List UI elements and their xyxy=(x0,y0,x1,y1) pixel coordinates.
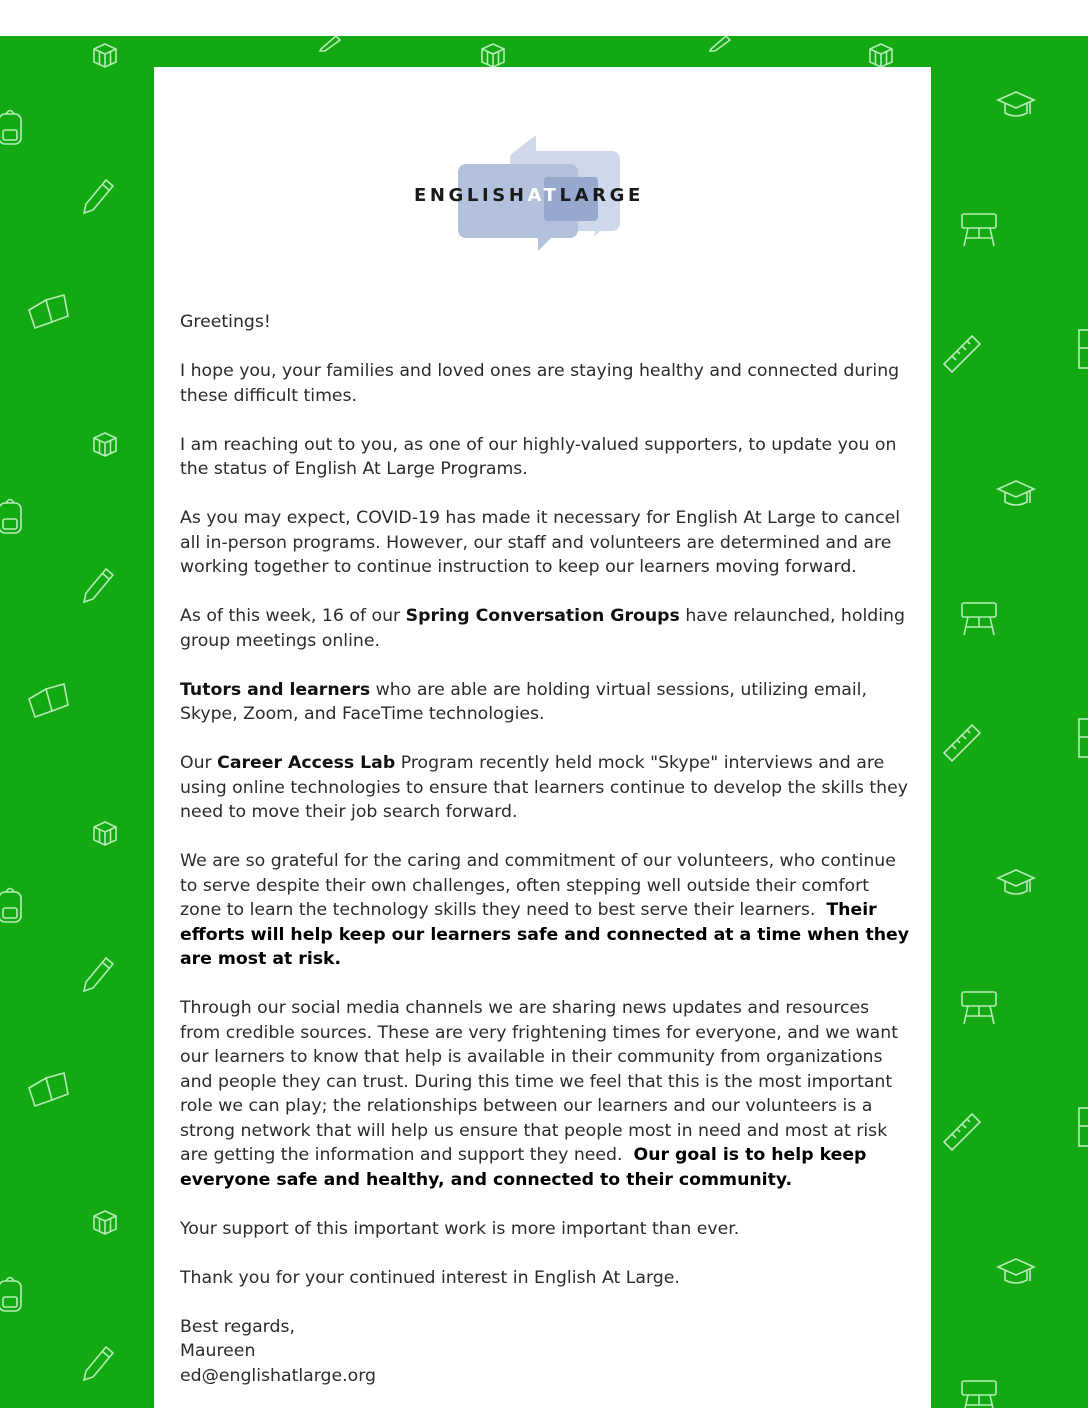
ruler-icon xyxy=(940,1110,984,1154)
paragraph: I hope you, your families and loved ones are staying healthy and connected during these difficult times. xyxy=(180,361,900,406)
paragraph-text: We are so grateful for the caring and commitment of our volunteers, who continue to serve despite their own challenges, often stepping well outside their comfort zone to learn the technology skills they need to best serve their learners. xyxy=(180,851,902,920)
easel-icon xyxy=(958,208,1000,250)
paragraph-text: Through our social media channels we are sharing news updates and resources from credible sources. These are very frightening times for everyone, and we want our learners to know that help is available in their community from organizations and people they can trust. During this time we feel that this is the most important role we can play; the relationships between our learners and our volunteers is a strong network that will help us ensure that people most in need and most at risk are getting the information and support they need. xyxy=(180,998,904,1165)
letter-body xyxy=(180,310,910,1388)
pencil-icon xyxy=(80,174,118,216)
cube-icon xyxy=(90,40,120,70)
paragraph-text: Our xyxy=(180,753,218,773)
book-icon xyxy=(26,1070,70,1108)
logo-part-english: ENGLISH xyxy=(414,185,528,206)
ruler-icon xyxy=(940,721,984,765)
paragraph-text: have relaunched, holding group meetings online. xyxy=(180,606,905,651)
door-icon xyxy=(1076,328,1088,372)
graduation-cap-icon xyxy=(996,477,1036,511)
letter-card xyxy=(154,67,931,1408)
emphasis-statement: Their efforts will help keep our learners safe and connected at a time when they are most at risk. xyxy=(180,900,910,969)
emphasis-statement: Our goal is to help keep everyone safe and healthy, and connected to their community. xyxy=(180,1145,867,1190)
cube-icon xyxy=(90,429,120,459)
logo-part-large: LARGE xyxy=(559,185,644,206)
career-access-lab-bold: Career Access Lab xyxy=(217,753,396,773)
pencil-icon xyxy=(80,952,118,994)
cube-icon xyxy=(866,40,896,70)
paragraph: Your support of this important work is more important than ever. xyxy=(180,1218,740,1239)
backpack-icon xyxy=(0,1273,26,1315)
door-icon xyxy=(1076,1106,1088,1150)
easel-icon xyxy=(958,597,1000,639)
english-at-large-logo xyxy=(384,115,704,285)
backpack-icon xyxy=(0,884,26,926)
logo-part-at: AT xyxy=(527,185,560,206)
signature-email[interactable]: ed@englishatlarge.org xyxy=(180,1365,376,1386)
closing: Best regards, xyxy=(180,1316,295,1337)
signature-name: Maureen xyxy=(180,1341,256,1361)
greeting: Greetings! xyxy=(180,312,271,332)
cube-icon xyxy=(90,818,120,848)
paragraph: I am reaching out to you, as one of our highly-valued supporters, to update you on the status of English At Large Programs. xyxy=(180,434,897,479)
paragraph: As you may expect, COVID-19 has made it necessary for English At Large to cancel all in-person programs. However, our staff and volunteers are determined and are working together to continue instruction to keep our learners moving forward. xyxy=(180,508,901,577)
paragraph xyxy=(180,996,910,1192)
book-icon xyxy=(26,681,70,719)
paragraph: Thank you for your continued interest in English At Large. xyxy=(180,1267,680,1288)
paragraph xyxy=(180,604,910,653)
tutors-and-learners-bold: Tutors and learners xyxy=(180,679,371,700)
paragraph xyxy=(180,849,910,972)
backpack-icon xyxy=(0,106,26,148)
door-icon xyxy=(1076,717,1088,761)
pencil-icon xyxy=(318,36,344,52)
spring-conversation-groups-bold: Spring Conversation Groups xyxy=(405,606,680,626)
paragraph xyxy=(180,751,910,825)
graduation-cap-icon xyxy=(996,1255,1036,1289)
graduation-cap-icon xyxy=(996,866,1036,900)
pencil-icon xyxy=(708,36,734,52)
cube-icon xyxy=(90,1207,120,1237)
paragraph-text: Program recently held mock "Skype" interviews and are using online technologies to ensure that learners continue to develop the skills they need to move their job search forward. xyxy=(180,753,908,822)
cube-icon xyxy=(478,40,508,70)
easel-icon xyxy=(958,1375,1000,1408)
easel-icon xyxy=(958,986,1000,1028)
paragraph-text: As of this week, 16 of our xyxy=(180,606,406,626)
ruler-icon xyxy=(940,332,984,376)
pencil-icon xyxy=(80,563,118,605)
graduation-cap-icon xyxy=(996,88,1036,122)
paragraph xyxy=(180,678,910,727)
logo-wordmark xyxy=(414,185,644,206)
paragraph-text: who are able are holding virtual sessions, utilizing email, Skype, Zoom, and FaceTime technologies. xyxy=(180,679,867,724)
backpack-icon xyxy=(0,495,26,537)
book-icon xyxy=(26,292,70,330)
pencil-icon xyxy=(80,1341,118,1383)
